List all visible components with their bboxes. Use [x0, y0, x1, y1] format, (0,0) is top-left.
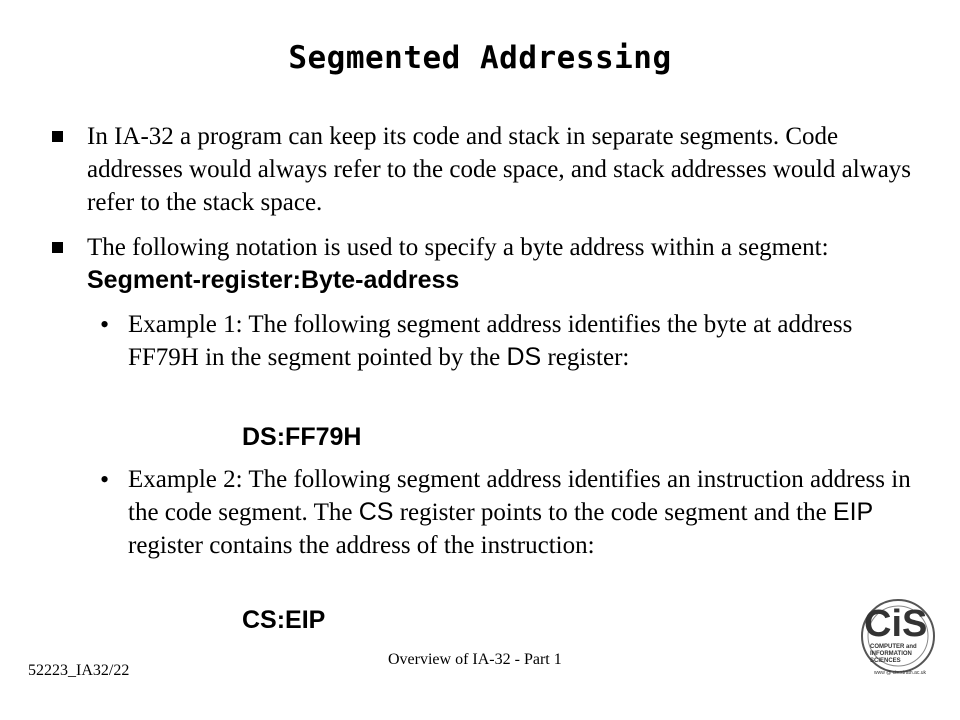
slide-title: Segmented Addressing	[288, 40, 672, 76]
code-example-1: DS:FF79H	[242, 423, 362, 451]
example-2-text-b: register points to the code segment and the	[393, 499, 833, 526]
example-2-register-cs: CS	[358, 498, 394, 526]
bullet-square-icon	[52, 131, 63, 142]
logo-wordmark: CiS	[864, 603, 928, 645]
logo-line-3: SCIENCES	[870, 658, 901, 664]
footer-title: Overview of IA-32 - Part 1	[388, 651, 562, 668]
example-1-register: DS	[506, 343, 542, 371]
bullet-2	[87, 231, 937, 297]
logo-line-1: COMPUTER and	[870, 644, 917, 650]
example-2-text-a: Example 2: The following segment address identifies an instruction address in the code segment. The	[128, 466, 911, 526]
bullet-2-notation: Segment-register:Byte-address	[87, 266, 460, 294]
example-2-text-c: register contains the address of the instruction:	[128, 532, 595, 559]
logo-url: www @ cis.strath.ac.uk	[874, 670, 927, 676]
slide-number: 52223_IA32/22	[28, 662, 130, 679]
example-1-text-b: register:	[541, 344, 630, 371]
example-2-register-eip: EIP	[832, 498, 874, 526]
example-2	[128, 463, 938, 562]
code-example-2: CS:EIP	[242, 606, 326, 634]
bullet-1-text: In IA-32 a program can keep its code and stack in separate segments. Code addresses would always refer to the code space, and stack addresses would always refer to the stack space.	[87, 123, 912, 216]
bullet-dot-icon: •	[100, 465, 110, 494]
logo-line-2: INFORMATION	[870, 651, 912, 657]
bullet-dot-icon: •	[100, 310, 110, 339]
example-1	[128, 308, 928, 374]
example-1-text-a: Example 1: The following segment address identifies the byte at address FF79H in the segment pointed by the	[128, 311, 853, 371]
bullet-square-icon	[52, 242, 63, 253]
cis-logo	[850, 590, 940, 700]
bullet-2-text: The following notation is used to specify a byte address within a segment:	[87, 234, 829, 261]
